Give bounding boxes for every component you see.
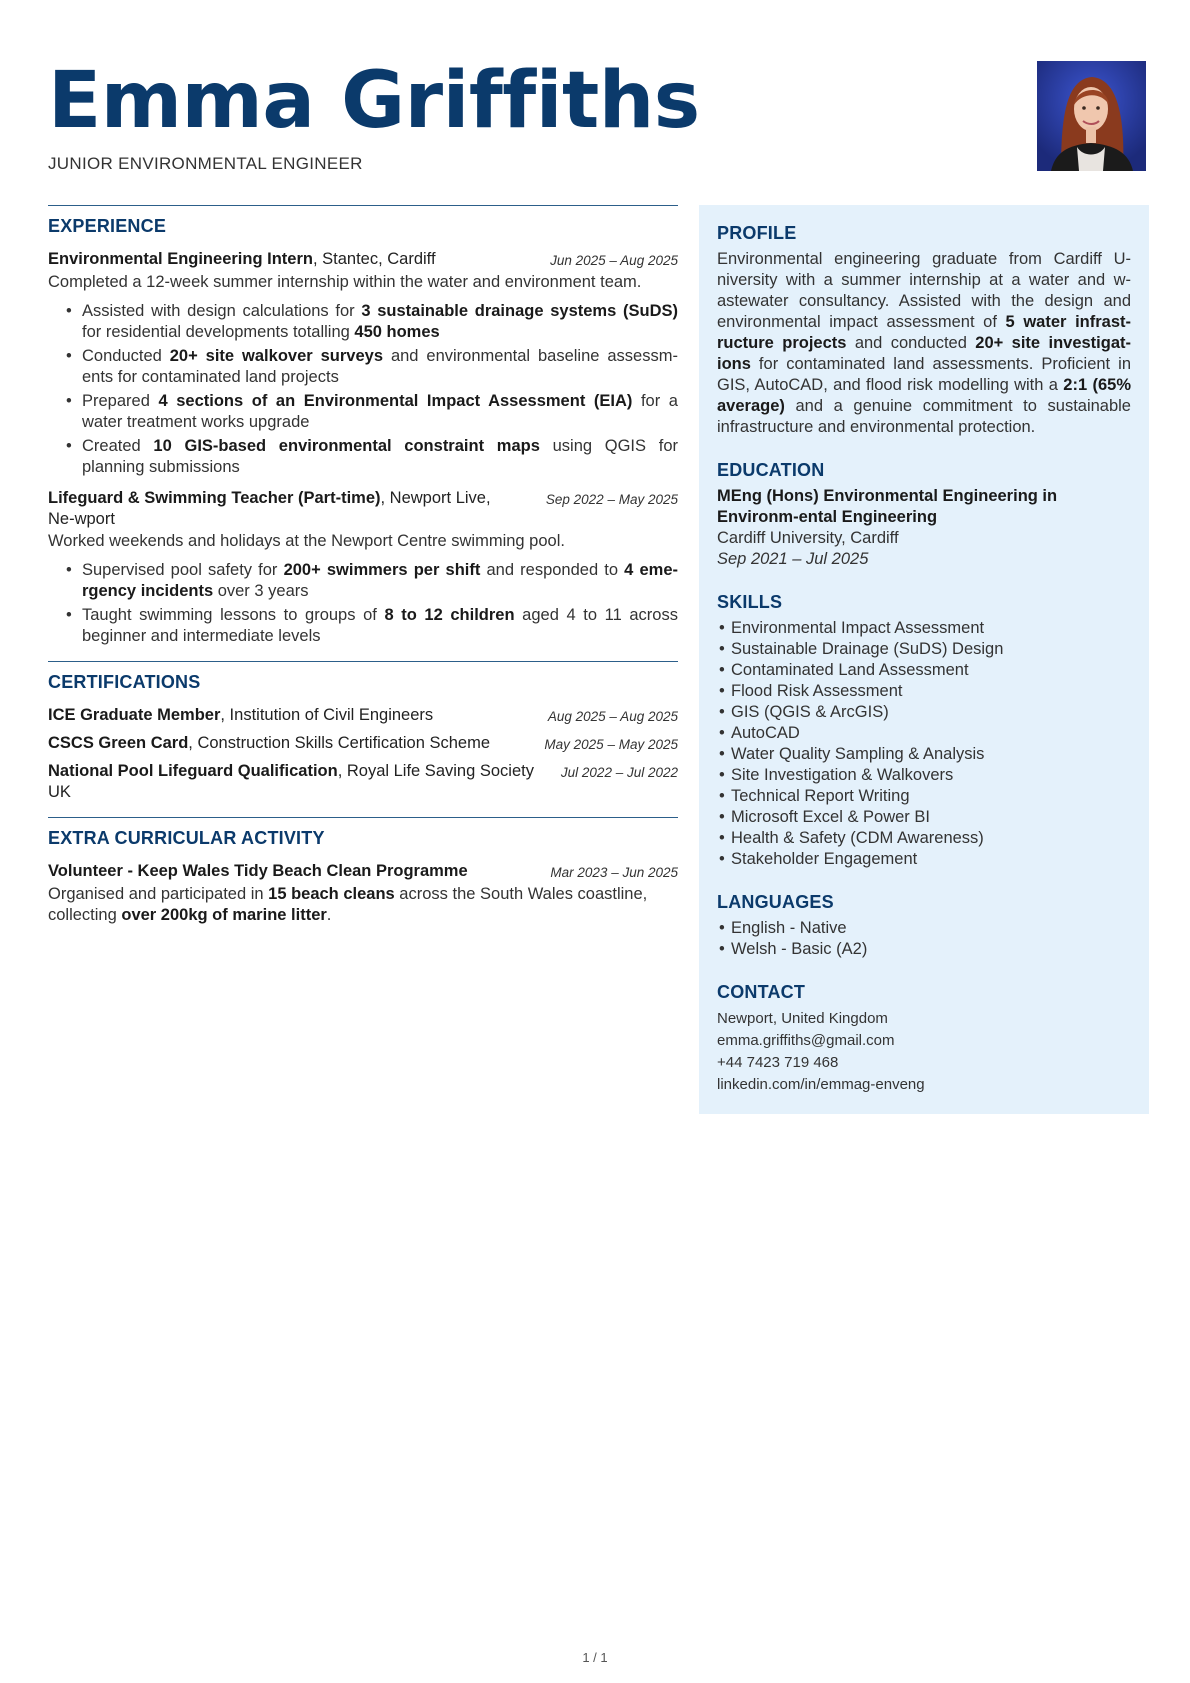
list-item: • Supervised pool safety for 200+ swimmers per shift and responded to 4 eme-rgency incidents over 3 years bbox=[82, 560, 678, 602]
job-entry bbox=[48, 488, 678, 647]
skills-list bbox=[717, 618, 1131, 870]
job-heading bbox=[48, 249, 436, 270]
list-item: • GIS (QGIS & ArcGIS) bbox=[731, 702, 1131, 723]
list-item: • Assisted with design calculations for 3 sustainable drainage systems (SuDS) for residential developments totalling 450 homes bbox=[82, 301, 678, 343]
list-item: • Contaminated Land Assessment bbox=[731, 660, 1131, 681]
job-org: , Newport Live, Ne-wport bbox=[48, 489, 491, 528]
education-section bbox=[717, 460, 1131, 570]
experience-heading: EXPERIENCE bbox=[48, 216, 167, 236]
profile-text: Environmental engineering graduate from Cardiff U-niversity with a summer internship at a water and w-astewater consultancy. Assisted with the design and environmental impact assessment of 5 water infrast-ructure projects and conducted 20+ site investigat-ions for contaminated land assessments. Proficient in GIS, AutoCAD, and flood risk modelling with a 2:1 (65% average) and a genuine commitment to sustainable infrastructure and environmental protection. bbox=[717, 250, 1132, 436]
list-item: • Welsh - Basic (A2) bbox=[731, 939, 1131, 960]
education-heading: EDUCATION bbox=[717, 460, 825, 480]
sidebar bbox=[699, 205, 1149, 1114]
languages-list bbox=[717, 918, 1131, 960]
contact-section bbox=[717, 982, 1131, 1096]
certification-item: ICE Graduate Member, Institution of Civil Engineers Aug 2025 – Aug 2025 bbox=[48, 706, 678, 724]
activity-dates: Mar 2023 – Jun 2025 bbox=[550, 865, 678, 880]
job-heading bbox=[48, 488, 518, 530]
job-summary: Worked weekends and holidays at the Newport Centre swimming pool. bbox=[48, 532, 565, 550]
list-item: • Sustainable Drainage (SuDS) Design bbox=[731, 639, 1131, 660]
certification-item: CSCS Green Card, Construction Skills Certification Scheme May 2025 – May 2025 bbox=[48, 734, 678, 752]
extra-heading: EXTRA CURRICULAR ACTIVITY bbox=[48, 828, 325, 848]
list-item: • Taught swimming lessons to groups of 8 to 12 children aged 4 to 11 across beginner and intermediate levels bbox=[82, 605, 678, 647]
list-item: • Site Investigation & Walkovers bbox=[731, 765, 1131, 786]
certifications-heading: CERTIFICATIONS bbox=[48, 672, 201, 692]
activity-entry bbox=[48, 861, 678, 883]
contact-email[interactable]: emma.griffiths@gmail.com bbox=[717, 1032, 895, 1049]
list-item: • Stakeholder Engagement bbox=[731, 849, 1131, 870]
languages-section bbox=[717, 892, 1131, 960]
page-number: 1 / 1 bbox=[582, 1650, 608, 1665]
languages-heading: LANGUAGES bbox=[717, 892, 834, 912]
section-divider bbox=[48, 661, 678, 662]
activity-desc: Organised and participated in 15 beach cleans across the South Wales coastline, collecting over 200kg of marine litter. bbox=[48, 885, 648, 924]
contact-location: Newport, United Kingdom bbox=[717, 1010, 888, 1027]
education-dates: Sep 2021 – Jul 2025 bbox=[717, 550, 869, 568]
list-item: • Technical Report Writing bbox=[731, 786, 1131, 807]
job-dates: Sep 2022 – May 2025 bbox=[545, 492, 678, 507]
contact-heading: CONTACT bbox=[717, 982, 806, 1002]
job-bullets bbox=[48, 301, 678, 478]
candidate-name: Emma Griffiths bbox=[48, 56, 700, 146]
profile-heading: PROFILE bbox=[717, 223, 797, 243]
job-dates: Jun 2025 – Aug 2025 bbox=[550, 253, 678, 268]
job-org: , Stantec, Cardiff bbox=[312, 250, 436, 268]
job-summary: Completed a 12-week summer internship within the water and environment team. bbox=[48, 273, 642, 291]
list-item: • Microsoft Excel & Power BI bbox=[731, 807, 1131, 828]
profile-photo bbox=[1037, 61, 1146, 171]
certification-item: National Pool Lifeguard Qualification, Royal Life Saving Society UK Jul 2022 – Jul 2022 bbox=[48, 762, 678, 801]
profile-section bbox=[717, 223, 1131, 438]
main-column bbox=[48, 205, 678, 934]
skills-heading: SKILLS bbox=[717, 592, 783, 612]
degree: MEng (Hons) Environmental Engineering in Environm-ental Engineering bbox=[717, 487, 1058, 526]
list-item: • Health & Safety (CDM Awareness) bbox=[731, 828, 1131, 849]
job-bullets bbox=[48, 560, 678, 647]
list-item: • Conducted 20+ site walkover surveys and environmental baseline assessm-ents for contaminated land projects bbox=[82, 346, 678, 388]
contact-linkedin[interactable]: linkedin.com/in/emmag-enveng bbox=[717, 1076, 925, 1093]
contact-phone[interactable]: +44 7423 719 468 bbox=[717, 1054, 839, 1071]
activity-role: Volunteer - Keep Wales Tidy Beach Clean Programme bbox=[48, 862, 468, 880]
job-role: Environmental Engineering Intern bbox=[48, 250, 313, 268]
school: Cardiff University, Cardiff bbox=[717, 529, 899, 547]
list-item: • Flood Risk Assessment bbox=[731, 681, 1131, 702]
list-item: • English - Native bbox=[731, 918, 1131, 939]
list-item: • AutoCAD bbox=[731, 723, 1131, 744]
job-title: JUNIOR ENVIRONMENTAL ENGINEER bbox=[48, 154, 363, 173]
section-divider bbox=[48, 817, 678, 818]
job-role: Lifeguard & Swimming Teacher (Part-time) bbox=[48, 489, 381, 507]
job-entry bbox=[48, 249, 678, 478]
portrait-photo-icon bbox=[1037, 61, 1146, 171]
section-divider bbox=[48, 205, 678, 206]
list-item: • Prepared 4 sections of an Environmental Impact Assessment (EIA) for a water treatment works upgrade bbox=[82, 391, 678, 433]
list-item: • Created 10 GIS-based environmental constraint maps using QGIS for planning submissions bbox=[82, 436, 678, 478]
list-item: • Water Quality Sampling & Analysis bbox=[731, 744, 1131, 765]
skills-section bbox=[717, 592, 1131, 870]
list-item: • Environmental Impact Assessment bbox=[731, 618, 1131, 639]
